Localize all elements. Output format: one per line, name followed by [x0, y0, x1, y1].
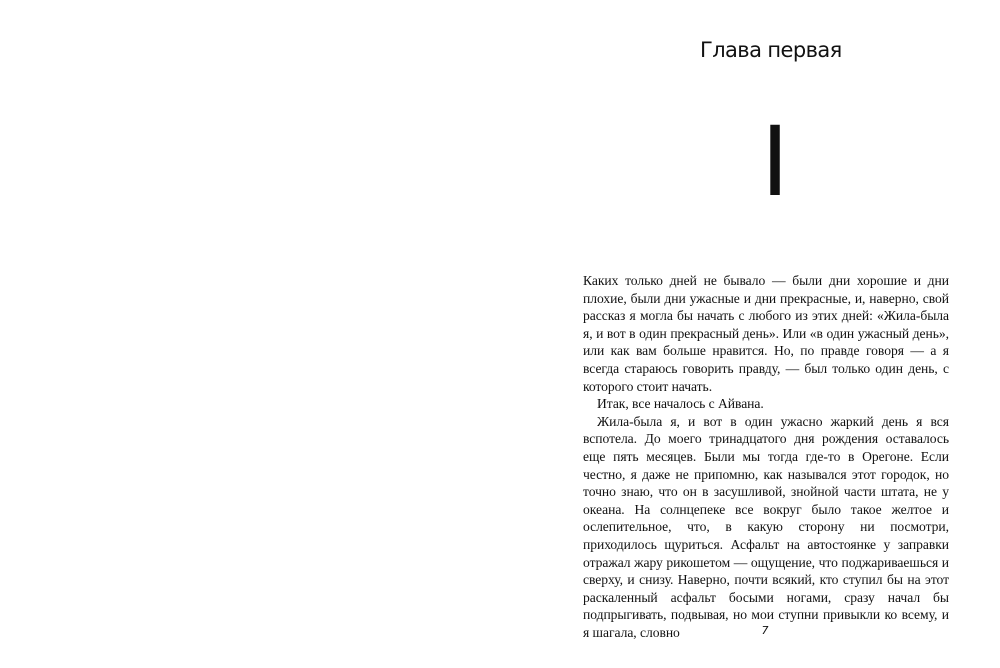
paragraph-1: Каких только дней не бывало — были дни хорошие и дни плохие, были дни ужасные и дни прекрасные, и, наверно, свой рассказ я могла бы начать с любого из этих дней: «Жила-была я, и вот в один прекрасный день». Или «в один ужасный день», или как вам больше нравится. Но, по правде говоря — а я всегда стараюсь говорить правду, — был только один день, с которого стоит начать. — [583, 273, 949, 394]
chapter-numeral: I — [760, 106, 790, 218]
page-number: 7 — [761, 624, 769, 637]
paragraph-2: Итак, все началось с Айвана. — [597, 396, 764, 412]
chapter-title: Глава первая — [700, 38, 842, 62]
right-page — [500, 0, 1000, 668]
body-text — [583, 272, 949, 641]
paragraph-3: Жила-была я, и вот в один ужасно жаркий день я вся вспотела. До моего тринадцатого дня рождения оставалось еще пять месяцев. Были мы тогда где-то в Орегоне. Если честно, я даже не припомню, как назывался этот городок, но точно знаю, что он в засушливой, знойной части штата, не у океана. На солнцепеке все вокруг было такое желтое и ослепительное, что, в какую сторону ни посмотри, приходилось щуриться. Асфальт на автостоянке у заправки отражал жару рикошетом — ощущение, что поджариваешься и сверху, и снизу. Наверно, почти всякий, кто ступил бы на этот раскаленный асфальт босыми ногами, сразу начал бы подпрыгивать, подвывая, но мои ступни привыкли ко всему, и я шагала, словно — [583, 413, 949, 640]
